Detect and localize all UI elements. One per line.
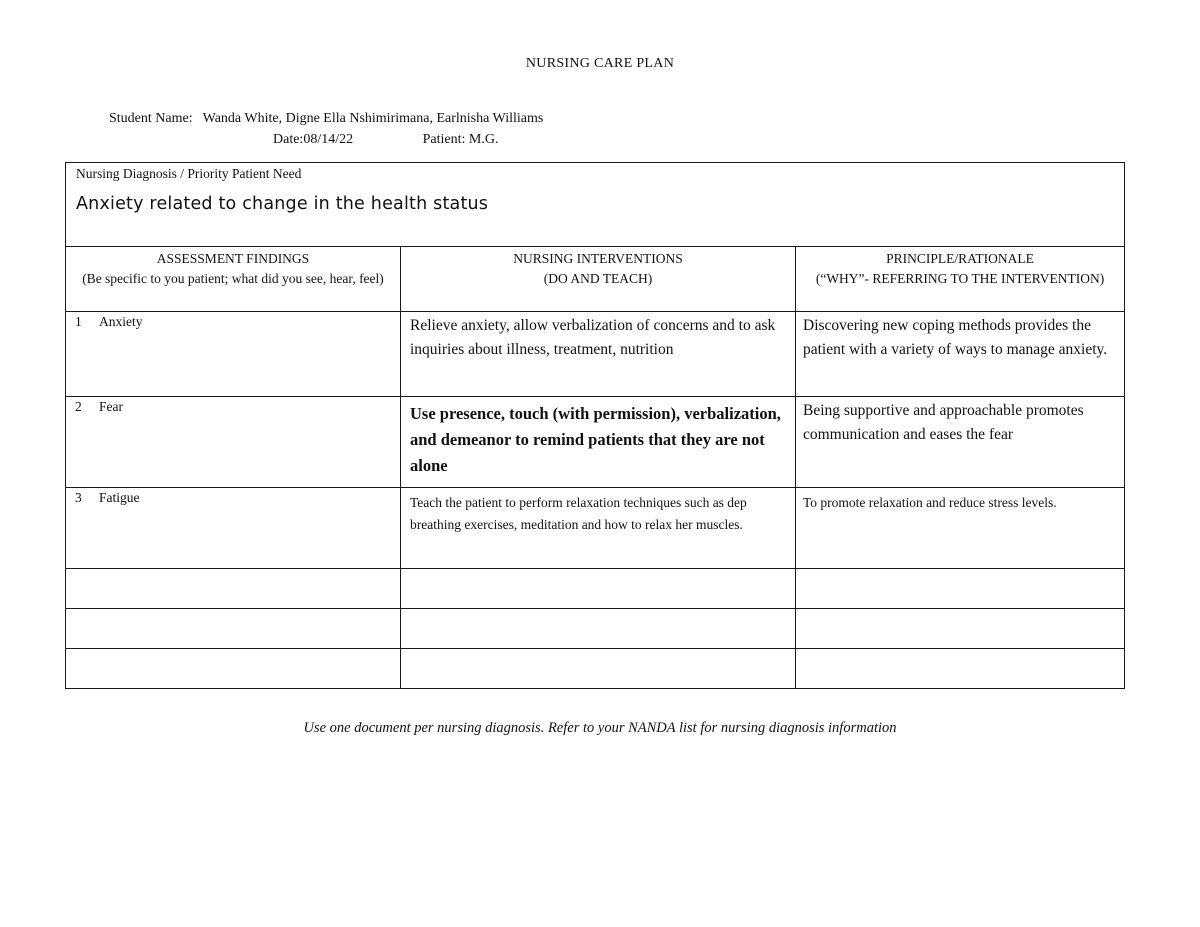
rationale-subtitle: (“WHY”- REFERRING TO THE INTERVENTION)	[815, 271, 1105, 286]
finding-cell	[66, 488, 401, 569]
rationale-text: Discovering new coping methods provides the patient with a variety of ways to manage anxiety.	[803, 317, 1108, 358]
assessment-header	[66, 247, 401, 312]
table-row	[66, 397, 1125, 488]
interventions-header	[401, 247, 796, 312]
intervention-cell	[401, 397, 796, 488]
student-names: Wanda White, Digne Ella Nshimirimana, Earlnisha Williams	[202, 111, 544, 126]
empty-cell	[401, 609, 796, 649]
diagnosis-text: Anxiety related to change in the health status	[76, 194, 489, 214]
intervention-cell	[401, 488, 796, 569]
empty-cell	[796, 609, 1125, 649]
table-row-empty	[66, 569, 1125, 609]
table-row	[66, 312, 1125, 397]
intervention-text: Relieve anxiety, allow verbalization of concerns and to ask inquiries about illness, treatment, nutrition	[410, 317, 776, 358]
finding-number: 2	[75, 399, 82, 414]
finding-number: 1	[75, 314, 82, 329]
assessment-title: ASSESSMENT FINDINGS	[156, 251, 310, 266]
patient-value: M.G.	[468, 132, 499, 147]
rationale-cell	[796, 397, 1125, 488]
finding-text: Fatigue	[99, 490, 140, 505]
table-row-empty	[66, 649, 1125, 689]
finding-cell	[66, 397, 401, 488]
assessment-subtitle: (Be specific to you patient; what did you see, hear, feel)	[82, 271, 384, 286]
rationale-cell	[796, 312, 1125, 397]
empty-cell	[401, 569, 796, 609]
rationale-cell	[796, 488, 1125, 569]
footer-note: Use one document per nursing diagnosis. Refer to your NANDA list for nursing diagnosis information	[303, 720, 897, 736]
empty-cell	[66, 569, 401, 609]
rationale-text: Being supportive and approachable promotes communication and eases the fear	[803, 402, 1084, 443]
empty-cell	[796, 649, 1125, 689]
interventions-subtitle: (DO AND TEACH)	[543, 271, 653, 286]
care-plan-table	[65, 162, 1125, 689]
diagnosis-label: Nursing Diagnosis / Priority Patient Need	[76, 166, 302, 181]
empty-cell	[66, 649, 401, 689]
rationale-text: To promote relaxation and reduce stress levels.	[803, 495, 1057, 510]
empty-cell	[796, 569, 1125, 609]
finding-text: Anxiety	[99, 314, 143, 329]
date-patient-line	[273, 132, 498, 148]
table-row-empty	[66, 609, 1125, 649]
finding-number: 3	[75, 490, 82, 505]
empty-cell	[66, 609, 401, 649]
finding-cell	[66, 312, 401, 397]
empty-cell	[401, 649, 796, 689]
document-title: NURSING CARE PLAN	[525, 56, 675, 71]
date-label: Date:	[273, 132, 304, 147]
intervention-text: Use presence, touch (with permission), verbalization, and demeanor to remind patients that they are not alone	[410, 404, 781, 475]
table-row	[66, 488, 1125, 569]
student-name-label: Student Name:	[109, 111, 193, 126]
finding-text: Fear	[99, 399, 123, 414]
intervention-text: Teach the patient to perform relaxation techniques such as dep breathing exercises, meditation and how to relax her muscles.	[410, 495, 747, 532]
diagnosis-cell	[66, 163, 1125, 247]
student-line	[109, 111, 543, 127]
date-value: 08/14/22	[303, 132, 354, 147]
interventions-title: NURSING INTERVENTIONS	[513, 251, 683, 266]
rationale-title: PRINCIPLE/RATIONALE	[886, 251, 1034, 266]
patient-label: Patient:	[422, 132, 466, 147]
intervention-cell	[401, 312, 796, 397]
rationale-header	[796, 247, 1125, 312]
